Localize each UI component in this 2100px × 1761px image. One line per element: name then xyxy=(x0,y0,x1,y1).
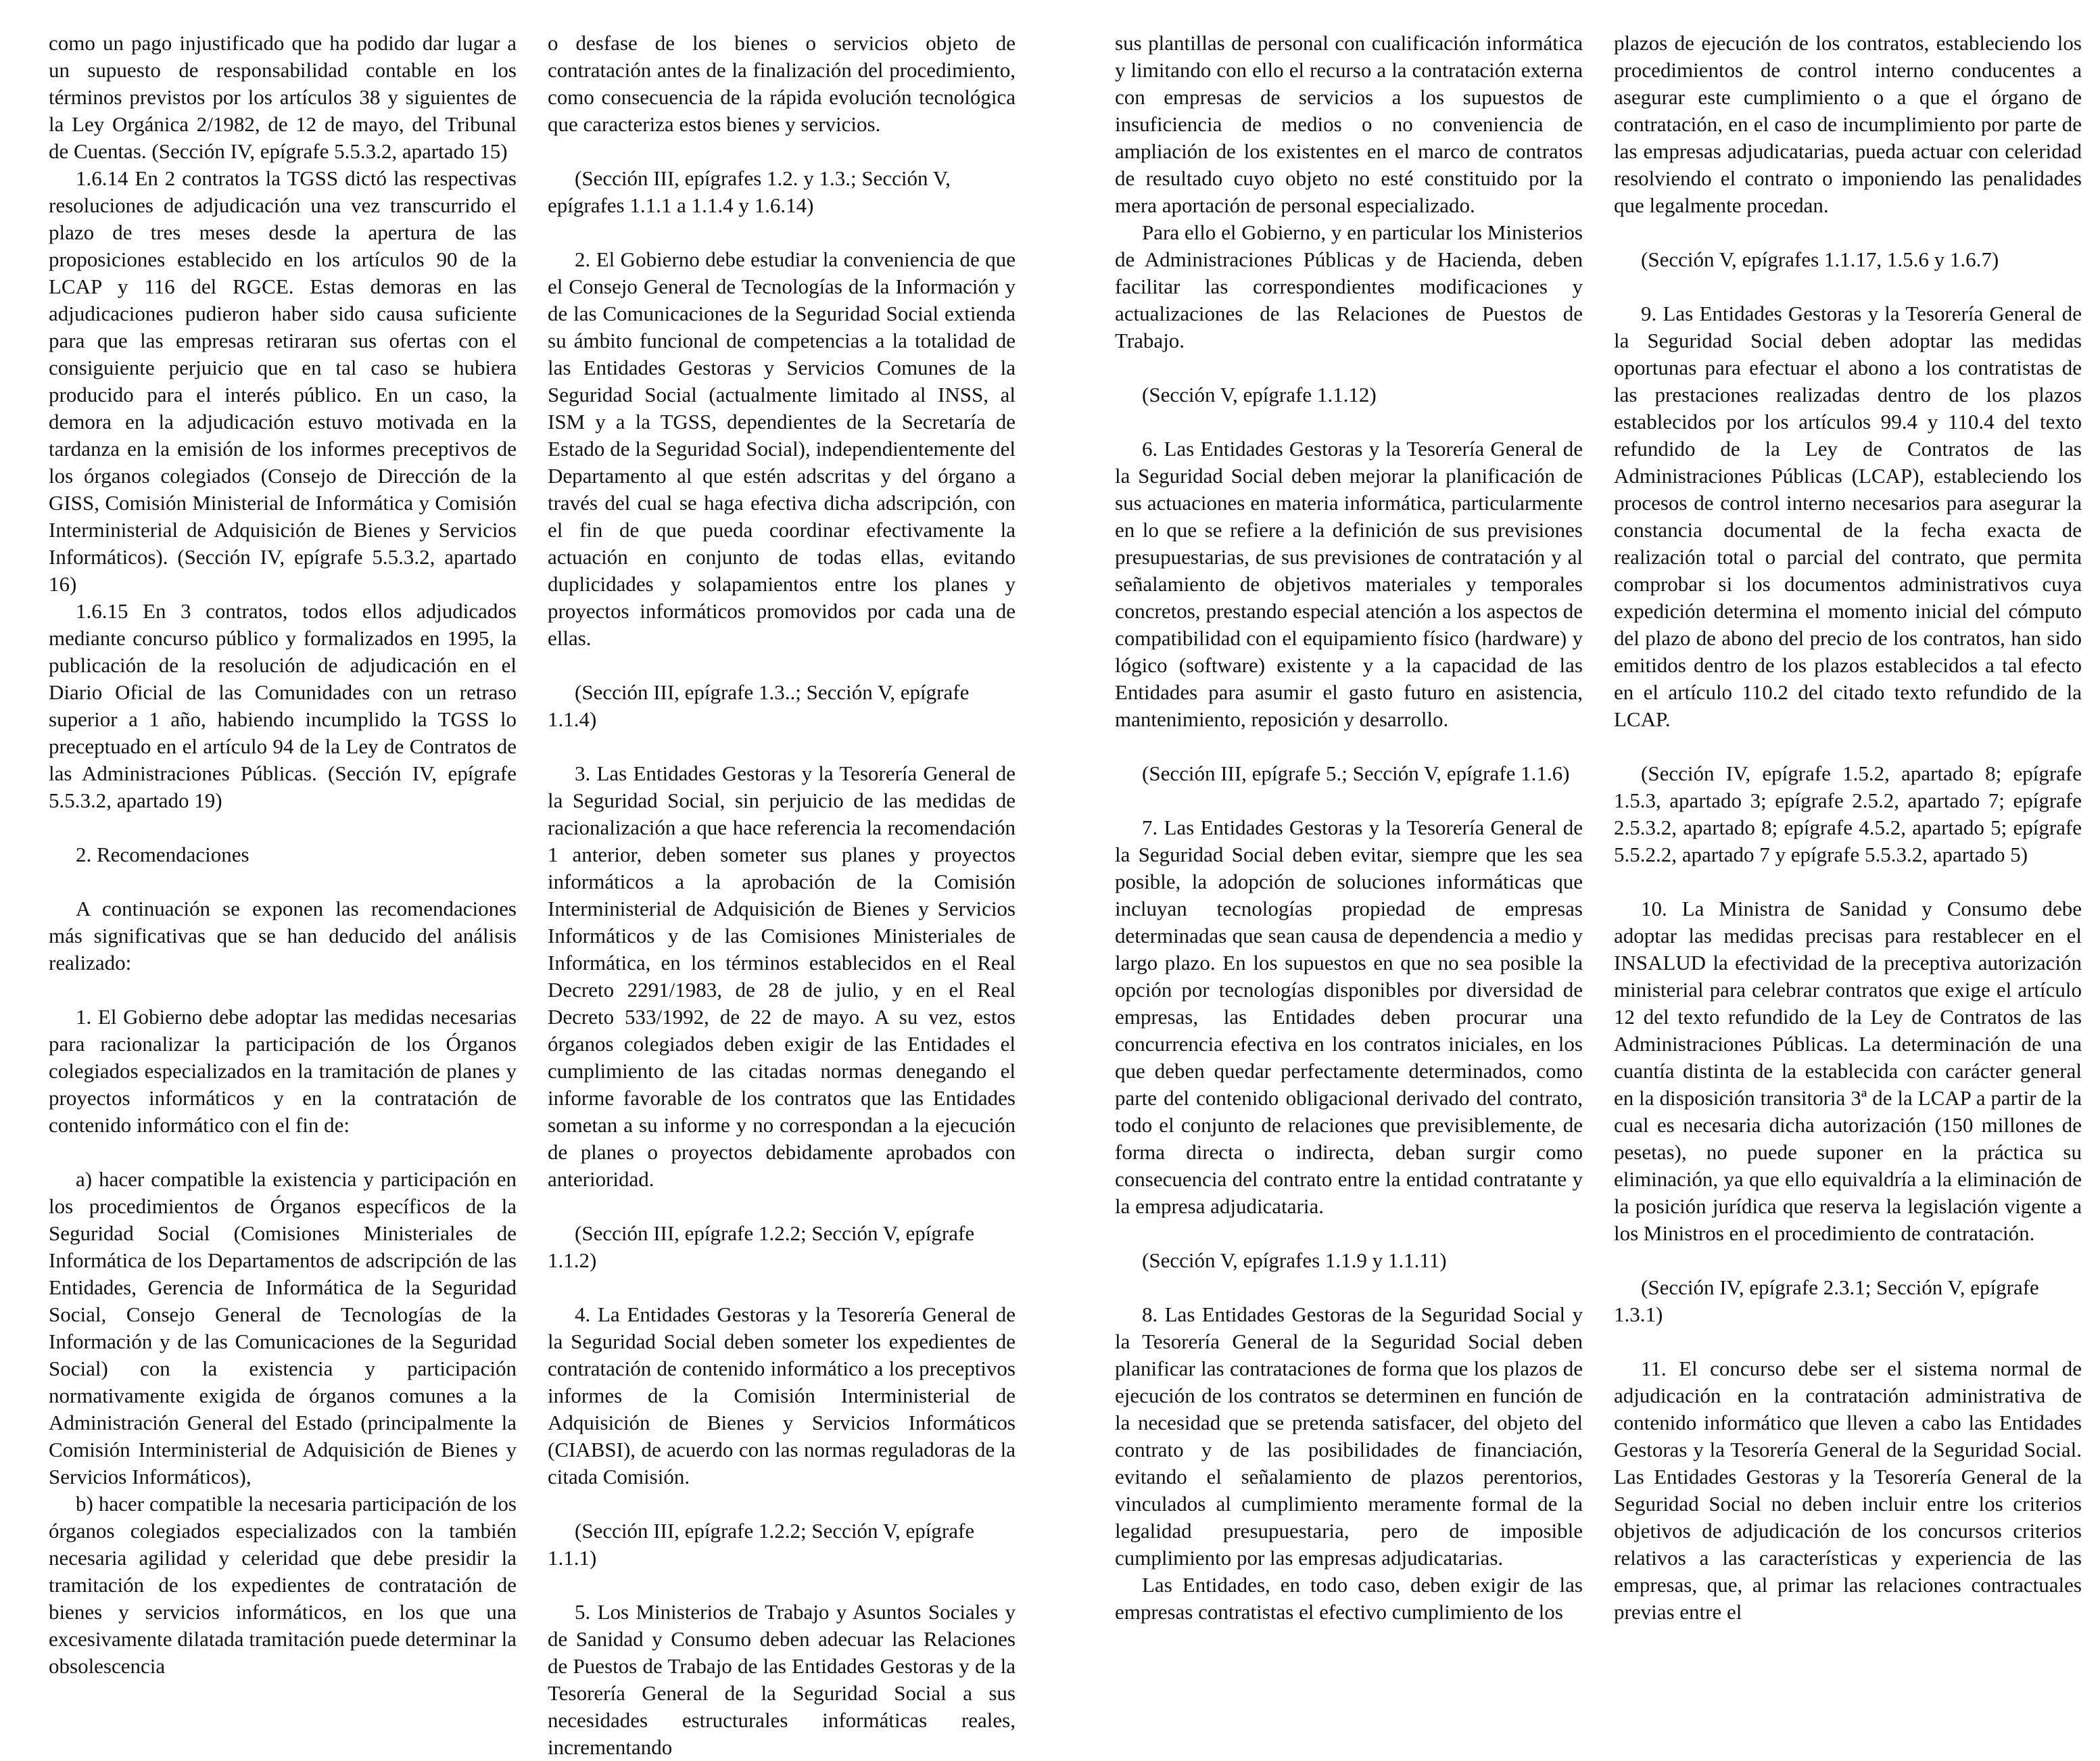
section-reference: (Sección III, epígrafes 1.2. y 1.3.; Sección V, epígrafes 1.1.1 a 1.1.4 y 1.6.14) xyxy=(548,166,951,217)
recommendation-9: 9. Las Entidades Gestoras y la Tesorería General de la Seguridad Social deben adoptar las medidas oportunas para efectuar el abono a los contratistas de las prestaciones realizadas dentro de los plazos establecidos por los artículos 99.4 y 110.4 del texto refundido de la Ley de Contratos de las Administraciones Públicas (LCAP), estableciendo los procesos de control interno necesarios para asegurar la constancia documental de la fecha exacta de realización total o parcial del contrato, que permita comprobar si los documentos administrativos cuya expedición determina el momento inicial del cómputo del plazo de abono del precio de los contratos, han sido emitidos dentro de los plazos establecidos a tal efecto en el artículo 110.2 del citado texto refundido de la LCAP. xyxy=(1614,302,2082,731)
section-reference: (Sección III, epígrafe 5.; Sección V, epígrafe 1.1.6) xyxy=(1142,761,1570,785)
paragraph: sus plantillas de personal con cualificación informática y limitando con ello el recurso a la contratación externa con empresas de servicios a los supuestos de insuficiencia de medios o no conveniencia de ampliación de los existentes en el marco de contratos de resultado cuyo objeto no esté constituido por la mera aportación de personal especializado. xyxy=(1115,31,1583,217)
finding-1-6-15: 1.6.15 En 3 contratos, todos ellos adjudicados mediante concurso público y formalizados en 1995, la publicación de la resolución de adjudicación en el Diario Oficial de las Comunidades con un retraso superior a 1 año, habiendo incumplido la TGSS lo preceptuado en el artículo 94 de la Ley de Contratos de las Administraciones Públicas. (Sección IV, epígrafe 5.5.3.2, apartado 19) xyxy=(49,599,517,812)
section-reference: (Sección V, epígrafes 1.1.9 y 1.1.11) xyxy=(1142,1248,1447,1272)
paragraph: como un pago injustificado que ha podido dar lugar a un supuesto de responsabilidad contable en los términos previstos por los artículos 38 y siguientes de la Ley Orgánica 2/1982, de 12 de mayo, del Tribunal de Cuentas. (Sección IV, epígrafe 5.5.3.2, apartado 15) xyxy=(49,31,517,163)
recommendation-1-a: a) hacer compatible la existencia y participación en los procedimientos de Órganos específicos de la Seguridad Social (Comisiones Ministeriales de Informática de los Departamentos de adscripción de las Entidades, Gerencia de Informática de la Seguridad Social, Consejo General de Tecnologías de la Información y de las Comunicaciones de la Seguridad Social) con la existencia y participación normativamente exigida de órganos comunes a la Administración General del Estado (principalmente la Comisión Interministerial de Adquisición de Bienes y Servicios Informáticos), xyxy=(49,1167,517,1488)
left-page-column-1 xyxy=(49,30,517,1680)
left-page xyxy=(0,0,1050,1759)
section-reference: (Sección IV, epígrafe 2.3.1; Sección V, epígrafe 1.3.1) xyxy=(1614,1275,2039,1326)
recommendation-11: 11. El concurso debe ser el sistema normal de adjudicación en la contratación administrativa de contenido informático que lleven a cabo las Entidades Gestoras y la Tesorería General de la Seguridad Social. Las Entidades Gestoras y la Tesorería General de la Seguridad Social no deben incluir entre los criterios objetivos de adjudicación de los concursos criterios relativos a las características y experiencia de las empresas, que, al primar las relaciones contractuales previas entre el xyxy=(1614,1357,2082,1624)
section-reference: (Sección V, epígrafes 1.1.17, 1.5.6 y 1.6.7) xyxy=(1641,248,1999,271)
finding-1-6-14: 1.6.14 En 2 contratos la TGSS dictó las respectivas resoluciones de adjudicación una vez transcurrido el plazo de tres meses desde la apertura de las proposiciones establecido en los artículos 90 de la LCAP y 116 del RGCE. Estas demoras en las adjudicaciones pudieron haber sido causa suficiente para que las empresas retiraran sus ofertas con el consiguiente perjuicio que en tal caso se hubiera producido para el interés público. En un caso, la demora en la adjudicación estuvo motivada en la tardanza en la emisión de los informes preceptivos de los órganos colegiados (Consejo de Dirección de la GISS, Comisión Ministerial de Informática y Comisión Interministerial de Adquisición de Bienes y Servicios Informáticos). (Sección IV, epígrafe 5.5.3.2, apartado 16) xyxy=(49,166,517,596)
paragraph: A continuación se exponen las recomendaciones más significativas que se han deducido del análisis realizado: xyxy=(49,897,517,975)
recommendation-10: 10. La Ministra de Sanidad y Consumo debe adoptar las medidas precisas para restablecer en el INSALUD la efectividad de la preceptiva autorización ministerial para celebrar contratos que exige el artículo 12 del texto refundido de la Ley de Contratos de las Administraciones Públicas. La determinación de una cuantía distinta de la establecida con carácter general en la disposición transitoria 3ª de la LCAP a partir de la cual es necesaria dicha autorización (150 millones de pesetas), no puede suponer en la práctica su eliminación, ya que ello equivaldría a la eliminación de la posición jurídica que reserva la legislación vigente a los Ministros en el procedimiento de contratación. xyxy=(1614,897,2082,1245)
recommendation-8: 8. Las Entidades Gestoras de la Seguridad Social y la Tesorería General de la Seguridad Social deben planificar las contrataciones de forma que los plazos de ejecución de los contratos se determinen en función de la necesidad que se pretenda satisfacer, del objeto del contrato y de las posibilidades de financiación, evitando el señalamiento de plazos perentorios, vinculados al cumplimiento meramente formal de la legalidad presupuestaria, pero de imposible cumplimiento por las empresas adjudicatarias. xyxy=(1115,1302,1583,1570)
right-page-column-1 xyxy=(1115,30,1583,1626)
recommendation-5: 5. Los Ministerios de Trabajo y Asuntos Sociales y de Sanidad y Consumo deben adecuar las Relaciones de Puestos de Trabajo de las Entidades Gestoras y de la Tesorería General de la Seguridad Social a sus necesidades estructurales informáticas reales, incrementando xyxy=(548,1600,1016,1759)
section-reference: (Sección IV, epígrafe 1.5.2, apartado 8; epígrafe 1.5.3, apartado 3; epígrafe 2.5.2, apartado 7; epígrafe 2.5.3.2, apartado 8; epígrafe 4.5.2, apartado 5; epígrafe 5.5.2.2, apartado 7 y epígrafe 5.5.3.2, apartado 5) xyxy=(1614,761,2082,866)
paragraph: o desfase de los bienes o servicios objeto de contratación antes de la finalización del procedimiento, como consecuencia de la rápida evolución tecnológica que caracteriza estos bienes y servicios. xyxy=(548,31,1016,136)
recommendation-1: 1. El Gobierno debe adoptar las medidas necesarias para racionalizar la participación de los Órganos colegiados especializados en la tramitación de planes y proyectos informáticos y en la contratación de contenido informático con el fin de: xyxy=(49,1005,517,1137)
section-reference: (Sección III, epígrafe 1.2.2; Sección V, epígrafe 1.1.2) xyxy=(548,1221,975,1272)
recommendation-1-b: b) hacer compatible la necesaria participación de los órganos colegiados especializados con la también necesaria agilidad y celeridad que debe presidir la tramitación de los expedientes de contratación de bienes y servicios informáticos, en los que una excesivamente dilatada tramitación puede determinar la obsolescencia xyxy=(49,1492,517,1678)
section-heading-recomendaciones: 2. Recomendaciones xyxy=(76,843,249,866)
recommendation-6: 6. Las Entidades Gestoras y la Tesorería General de la Seguridad Social deben mejorar la planificación de sus actuaciones en materia informática, particularmente en lo que se refiere a la definición de sus previsiones presupuestarias, de sus previsiones de contratación y al señalamiento de objetivos materiales y temporales concretos, prestando especial atención a los aspectos de compatibilidad con el equipamiento físico (hardware) y lógico (software) existente y a la capacidad de las Entidades para asumir el gasto futuro en asistencia, mantenimiento, reposición y desarrollo. xyxy=(1115,437,1583,731)
section-reference: (Sección V, epígrafe 1.1.12) xyxy=(1142,383,1377,406)
recommendation-3: 3. Las Entidades Gestoras y la Tesorería General de la Seguridad Social, sin perjuicio de las medidas de racionalización a que hace referencia la recomendación 1 anterior, deben someter sus planes y proyectos informáticos a la aprobación de la Comisión Interministerial de Adquisición de Bienes y Servicios Informáticos y de las Comisiones Ministeriales de Informática, en los términos establecidos en el Real Decreto 2291/1983, de 28 de julio, y en el Real Decreto 533/1992, de 22 de mayo. A su vez, estos órganos colegiados deben exigir de las Entidades el cumplimiento de las citadas normas denegando el informe favorable de los contratos que las Entidades sometan a su informe y no correspondan a la ejecución de planes o proyectos debidamente aprobados con anterioridad. xyxy=(548,761,1016,1191)
right-page-column-2 xyxy=(1614,30,2082,1626)
recommendation-7: 7. Las Entidades Gestoras y la Tesorería General de la Seguridad Social deben evitar, siempre que les sea posible, la adopción de soluciones informáticas que incluyan tecnologías propiedad de empresas determinadas que sean causa de dependencia a medio y largo plazo. En los supuestos en que no sea posible la opción por tecnologías disponibles por diversidad de empresas, las Entidades deben procurar una concurrencia efectiva en los contratos iniciales, en los que deben quedar perfectamente determinados, como parte del contenido obligacional derivado del contrato, todo el conjunto de relaciones que previsiblemente, de forma directa o indirecta, deban surgir como consecuencia del contrato entre la entidad contratante y la empresa adjudicataria. xyxy=(1115,816,1583,1218)
right-page xyxy=(1050,0,2100,1624)
paragraph: Para ello el Gobierno, y en particular los Ministerios de Administraciones Públicas y de Hacienda, deben facilitar las correspondientes modificaciones y actualizaciones de las Relaciones de Puestos de Trabajo. xyxy=(1115,220,1583,352)
recommendation-4: 4. La Entidades Gestoras y la Tesorería General de la Seguridad Social deben someter los expedientes de contratación de contenido informático a los preceptivos informes de la Comisión Interministerial de Adquisición de Bienes y Servicios Informáticos (CIABSI), de acuerdo con las normas reguladoras de la citada Comisión. xyxy=(548,1302,1016,1488)
paragraph: Las Entidades, en todo caso, deben exigir de las empresas contratistas el efectivo cumplimiento de los xyxy=(1115,1573,1583,1624)
paragraph: plazos de ejecución de los contratos, estableciendo los procedimientos de control interno conducentes a asegurar este cumplimiento o a que el órgano de contratación, en el caso de incumplimiento por parte de las empresas adjudicatarias, pueda actuar con celeridad resolviendo el contrato o imponiendo las penalidades que legalmente procedan. xyxy=(1614,31,2082,217)
recommendation-2: 2. El Gobierno debe estudiar la conveniencia de que el Consejo General de Tecnologías de la Información y de las Comunicaciones de la Seguridad Social extienda su ámbito funcional de competencias a la totalidad de las Entidades Gestoras y Servicios Comunes de la Seguridad Social (actualmente limitado al INSS, al ISM y a la TGSS, dependientes de la Secretaría de Estado de la Seguridad Social), independientemente del Departamento al que estén adscritas y del órgano a través del cual se haga efectiva dicha adscripción, con el fin de que pueda coordinar efectivamente la actuación en conjunto de todas ellas, evitando duplicidades y solapamientos entre los planes y proyectos informáticos promovidos por cada una de ellas. xyxy=(548,248,1016,650)
section-reference: (Sección III, epígrafe 1.3..; Sección V, epígrafe 1.1.4) xyxy=(548,680,970,731)
section-reference: (Sección III, epígrafe 1.2.2; Sección V, epígrafe 1.1.1) xyxy=(548,1519,975,1570)
left-page-column-2 xyxy=(548,30,1016,1761)
